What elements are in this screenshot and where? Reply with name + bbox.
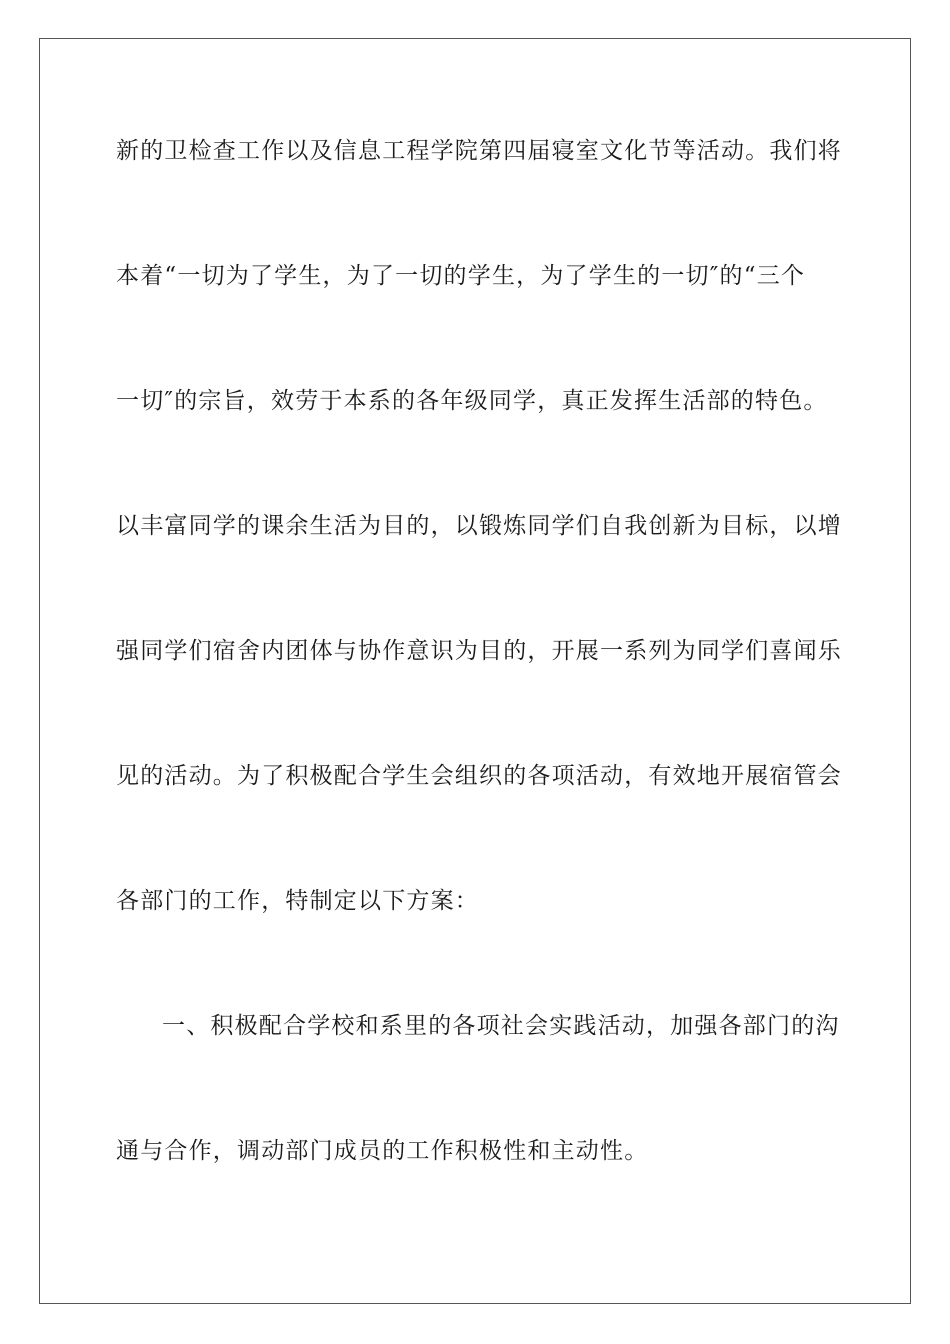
paragraph-line: 一切″的宗旨，效劳于本系的各年级同学，真正发挥生活部的特色。	[116, 388, 828, 414]
paragraph-line: 通与合作，调动部门成员的工作积极性和主动性。	[116, 1138, 649, 1164]
page-border	[39, 38, 911, 1304]
paragraph-line: 各部门的工作，特制定以下方案：	[116, 888, 479, 914]
paragraph-line: 强同学们宿舍内团体与协作意识为目的，开展一系列为同学们喜闻乐	[116, 638, 842, 664]
paragraph-line: 本着“一切为了学生，为了一切的学生，为了学生的一切″的“三个	[116, 263, 806, 289]
paragraph-line: 以丰富同学的课余生活为目的，以锻炼同学们自我创新为目标，以增	[116, 513, 842, 539]
section-heading-line: 一、积极配合学校和系里的各项社会实践活动，加强各部门的沟	[162, 1013, 840, 1039]
paragraph-line: 见的活动。为了积极配合学生会组织的各项活动，有效地开展宿管会	[116, 763, 842, 789]
paragraph-line: 新的卫检查工作以及信息工程学院第四届寝室文化节等活动。我们将	[116, 138, 842, 164]
